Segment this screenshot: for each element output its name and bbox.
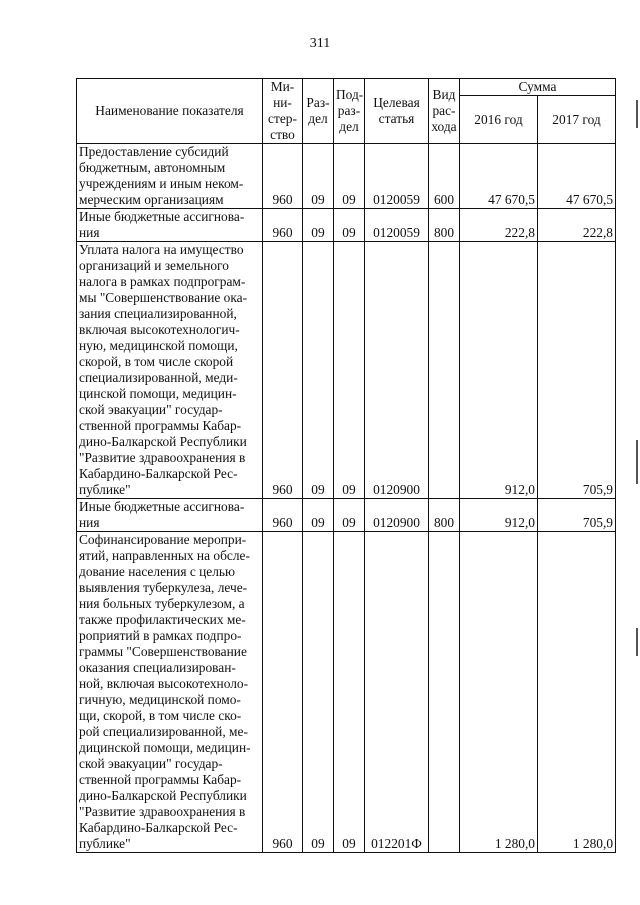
cell-subsection: 09 (334, 532, 365, 853)
header-section: Раз- дел (303, 79, 334, 144)
cell-target-article: 012201Ф (365, 532, 429, 853)
cell-subsection: 09 (334, 242, 365, 499)
header-year-2017: 2017 год (538, 96, 616, 144)
table-row (77, 209, 616, 242)
page-number: 311 (309, 36, 331, 51)
table-row (77, 144, 616, 209)
scan-mark (636, 100, 638, 128)
cell-2016: 47 670,5 (460, 144, 538, 209)
cell-section: 09 (303, 144, 334, 209)
cell-2016: 912,0 (460, 242, 538, 499)
cell-ministry: 960 (263, 242, 303, 499)
cell-2017: 47 670,5 (538, 144, 616, 209)
cell-target-article: 0120059 (365, 209, 429, 242)
cell-subsection: 09 (334, 209, 365, 242)
cell-subsection: 09 (334, 144, 365, 209)
cell-section: 09 (303, 209, 334, 242)
table-row (77, 499, 616, 532)
header-name: Наименование показателя (77, 79, 263, 144)
cell-2017: 705,9 (538, 499, 616, 532)
cell-ministry: 960 (263, 532, 303, 853)
cell-expense-type: 800 (429, 209, 460, 242)
cell-2017: 705,9 (538, 242, 616, 499)
cell-section: 09 (303, 532, 334, 853)
cell-ministry: 960 (263, 144, 303, 209)
cell-name: Уплата налога на имущество организаций и земельного налога в рамках подпрограм- мы "Совершенствование ока- зания специализированной, включая высокотехнологич- ную, медицинской помощи, скорой, в том числе скорой специализированной, меди- цинской помощи, медицин- ской эвакуации" государ- ственной программы Кабар- дино-Балкарской Республики "Развитие здравоохранения в Кабардино-Балкарской Рес- публике" (77, 242, 263, 499)
cell-2017: 1 280,0 (538, 532, 616, 853)
budget-table (76, 78, 616, 853)
cell-section: 09 (303, 499, 334, 532)
header-subsection: Под- раз- дел (334, 79, 365, 144)
table-row (77, 532, 616, 853)
cell-name: Софинансирование меропри- ятий, направленных на обсле- дование населения с целью выявления туберкулеза, лече- ния больных туберкулезом, а также профилактических ме- роприятий в рамках подпро- граммы "Совершенствование оказания специализирован- ной, включая высокотехноло- гичную, медицинской помо- щи, скорой, в том числе ско- рой специализированной, ме- дицинской помощи, медицин- ской эвакуации" государ- ственной программы Кабар- дино-Балкарской Республики "Развитие здравоохранения в Кабардино-Балкарской Рес- публике" (77, 532, 263, 853)
cell-2017: 222,8 (538, 209, 616, 242)
table-row (77, 242, 616, 499)
cell-target-article: 0120059 (365, 144, 429, 209)
header-ministry: Ми- ни- стер- ство (263, 79, 303, 144)
table-header (77, 79, 616, 144)
header-target-article: Целевая статья (365, 79, 429, 144)
cell-subsection: 09 (334, 499, 365, 532)
cell-ministry: 960 (263, 209, 303, 242)
cell-expense-type (429, 242, 460, 499)
cell-name: Иные бюджетные ассигнова- ния (77, 209, 263, 242)
cell-2016: 1 280,0 (460, 532, 538, 853)
header-sum-group: Сумма (460, 79, 616, 96)
cell-target-article: 0120900 (365, 242, 429, 499)
header-year-2016: 2016 год (460, 96, 538, 144)
table-body (77, 144, 616, 853)
scan-mark (636, 628, 638, 656)
cell-target-article: 0120900 (365, 499, 429, 532)
cell-2016: 222,8 (460, 209, 538, 242)
cell-2016: 912,0 (460, 499, 538, 532)
cell-ministry: 960 (263, 499, 303, 532)
cell-expense-type: 800 (429, 499, 460, 532)
cell-name: Иные бюджетные ассигнова- ния (77, 499, 263, 532)
cell-expense-type: 600 (429, 144, 460, 209)
cell-section: 09 (303, 242, 334, 499)
cell-expense-type (429, 532, 460, 853)
scan-mark (636, 440, 638, 484)
header-expense-type: Вид рас- хода (429, 79, 460, 144)
cell-name: Предоставление субсидий бюджетным, автономным учреждениям и иным неком- мерческим организациям (77, 144, 263, 209)
